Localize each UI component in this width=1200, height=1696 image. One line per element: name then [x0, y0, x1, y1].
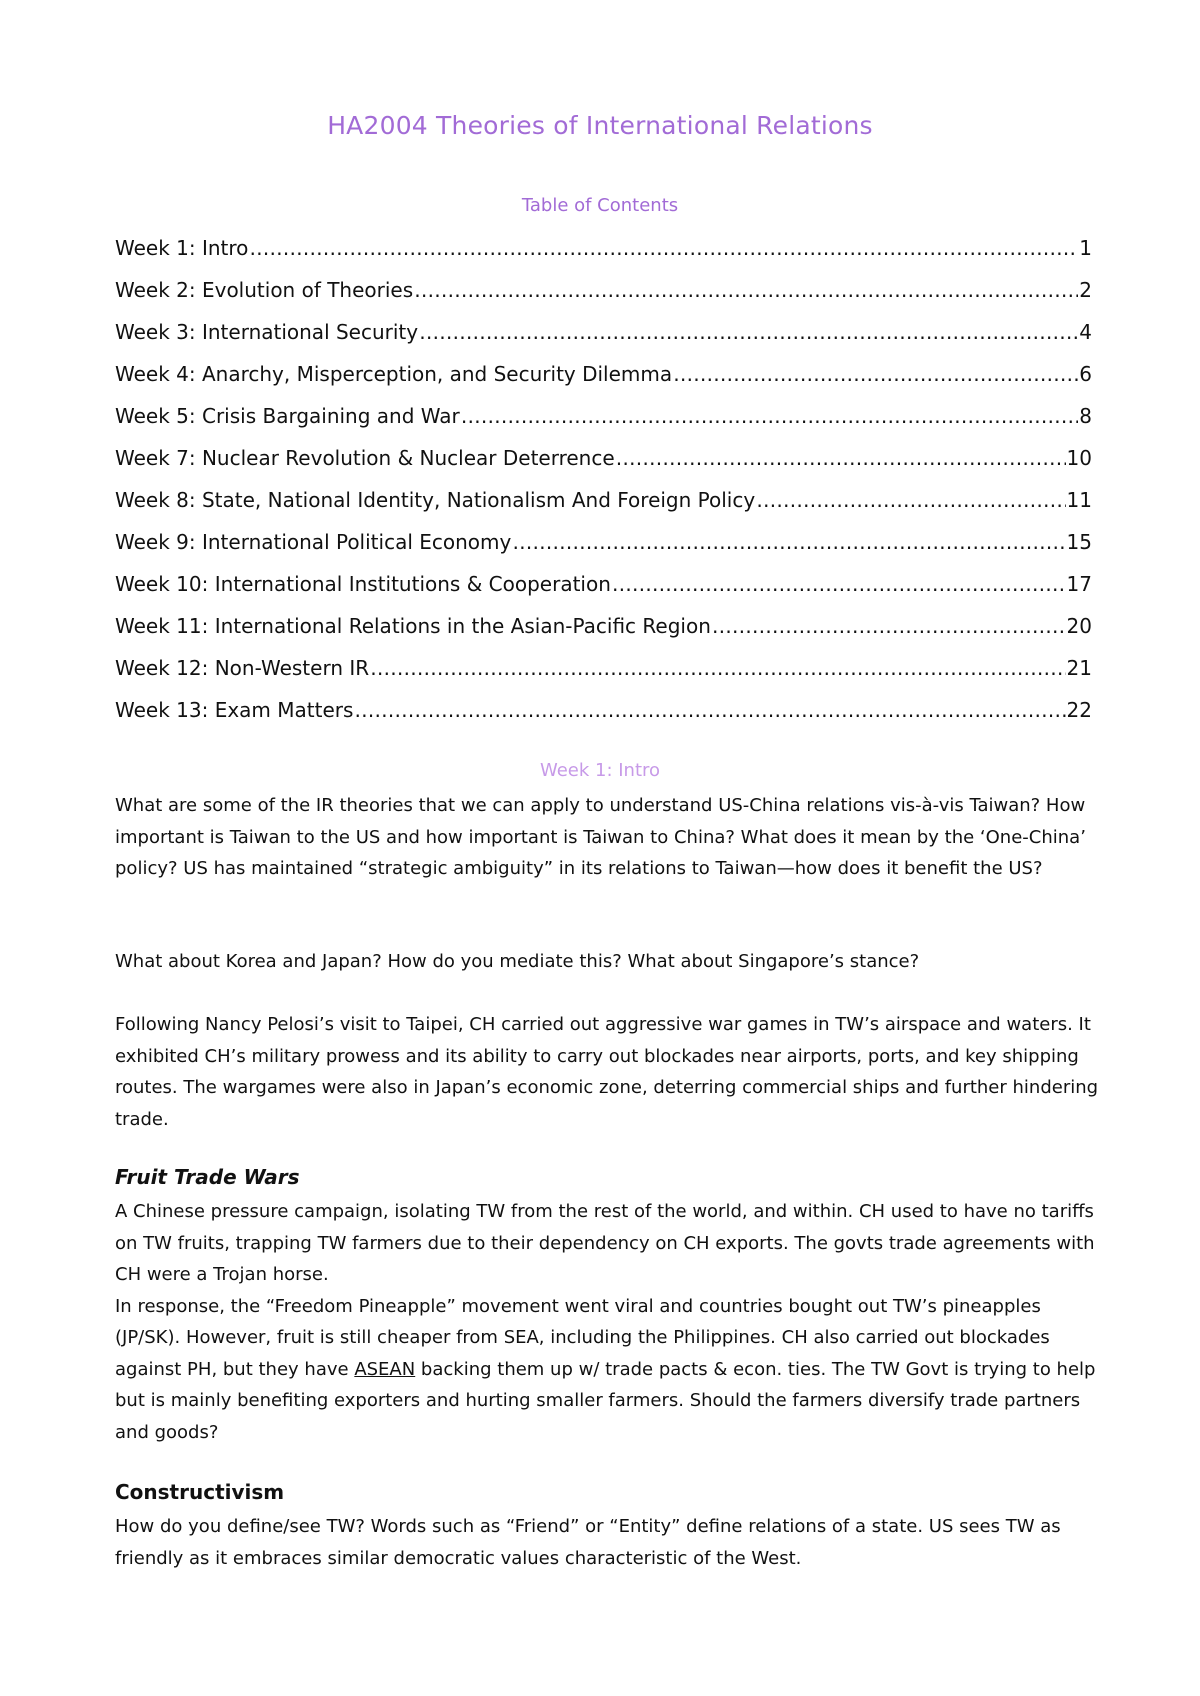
- toc-entry-page: 6: [1079, 362, 1092, 386]
- toc-entry[interactable]: [115, 362, 1092, 404]
- fruit-trade-section: [115, 1196, 1100, 1448]
- toc-entry-page: 21: [1066, 656, 1092, 680]
- toc-entry-page: 11: [1066, 488, 1092, 512]
- paragraph-constructivism: How do you define/see TW? Words such as “Friend” or “Entity” define relations of a state. US sees TW as friendly as it embraces similar democratic values characteristic of the West.: [115, 1516, 1061, 1569]
- paragraph-intro-questions: What are some of the IR theories that we can apply to understand US-China relations vis-à-vis Taiwan? How important is Taiwan to the US and how important is Taiwan to China? What does it mean by the ‘One-China’ policy? US has maintained “strategic ambiguity” in its relations to Taiwan—how does it benefit the US?: [115, 795, 1086, 879]
- paragraph-pelosi-visit: Following Nancy Pelosi’s visit to Taipei, CH carried out aggressive war games in TW’s airspace and waters. It exhibited CH’s military prowess and its ability to carry out blockades near airports, ports, and key shipping routes. The wargames were also in Japan’s economic zone, deterring commercial ships and further hindering trade.: [115, 1014, 1099, 1130]
- document-title: HA2004 Theories of International Relations: [327, 111, 873, 140]
- toc-entry-page: 1: [1079, 236, 1092, 260]
- toc-entry-label: Week 11: International Relations in the Asian-Pacific Region: [115, 614, 711, 638]
- toc-entry-label: Week 13: Exam Matters: [115, 698, 354, 722]
- toc-entry[interactable]: [115, 656, 1092, 698]
- toc-entry[interactable]: [115, 446, 1092, 488]
- toc-heading: Table of Contents: [521, 195, 679, 216]
- toc-entry[interactable]: [115, 530, 1092, 572]
- table-of-contents: [115, 236, 1092, 740]
- toc-entry[interactable]: [115, 488, 1092, 530]
- toc-entry-page: 8: [1079, 404, 1092, 428]
- heading-fruit-trade-wars: Fruit Trade Wars: [115, 1165, 300, 1189]
- toc-entry-label: Week 10: International Institutions & Cooperation: [115, 572, 611, 596]
- toc-entry[interactable]: [115, 614, 1092, 656]
- toc-entry-page: 17: [1066, 572, 1092, 596]
- fruit-para-text-b: backing them up w/ trade pacts & econ. ties. The TW Govt is trying to help but is mainly benefiting exporters and hurting smaller farmers. Should the farmers diversify trade partners and goods?: [115, 1358, 1096, 1443]
- toc-leader-dots: [612, 572, 1066, 596]
- toc-leader-dots: [370, 656, 1065, 680]
- toc-entry-page: 22: [1066, 698, 1092, 722]
- toc-entry-label: Week 5: Crisis Bargaining and War: [115, 404, 460, 428]
- toc-entry-label: Week 4: Anarchy, Misperception, and Security Dilemma: [115, 362, 673, 386]
- toc-entry-label: Week 8: State, National Identity, Nationalism And Foreign Policy: [115, 488, 756, 512]
- toc-leader-dots: [461, 404, 1079, 428]
- paragraph-freedom-pineapple: [115, 1291, 1100, 1449]
- toc-entry-page: 4: [1079, 320, 1092, 344]
- fruit-para-text-a: In response, the “Freedom Pineapple” movement went viral and countries bought out TW’s pineapples (JP/SK). However, fruit is still cheaper from SEA, including the Philippines. CH also carried out blockades against PH, but they have: [115, 1295, 1050, 1380]
- heading-constructivism: Constructivism: [115, 1480, 285, 1504]
- toc-entry-page: 10: [1066, 446, 1092, 470]
- toc-leader-dots: [354, 698, 1065, 722]
- paragraph-fruit-pressure: A Chinese pressure campaign, isolating TW from the rest of the world, and within. CH used to have no tariffs on TW fruits, trapping TW farmers due to their dependency on CH exports. The govts trade agreements with CH were a Trojan horse.: [115, 1201, 1095, 1285]
- toc-entry-label: Week 1: Intro: [115, 236, 249, 260]
- toc-leader-dots: [712, 614, 1066, 638]
- toc-entry-label: Week 2: Evolution of Theories: [115, 278, 414, 302]
- toc-leader-dots: [756, 488, 1065, 512]
- toc-entry[interactable]: [115, 236, 1092, 278]
- toc-leader-dots: [419, 320, 1078, 344]
- paragraph-korea-japan: What about Korea and Japan? How do you mediate this? What about Singapore’s stance?: [115, 951, 920, 972]
- toc-leader-dots: [249, 236, 1078, 260]
- toc-entry-page: 2: [1079, 278, 1092, 302]
- section-heading-week1: Week 1: Intro: [539, 760, 661, 781]
- toc-entry-label: Week 7: Nuclear Revolution & Nuclear Deterrence: [115, 446, 615, 470]
- toc-entry[interactable]: [115, 572, 1092, 614]
- toc-leader-dots: [414, 278, 1078, 302]
- toc-leader-dots: [512, 530, 1065, 554]
- toc-entry-page: 15: [1066, 530, 1092, 554]
- toc-entry[interactable]: [115, 404, 1092, 446]
- toc-leader-dots: [673, 362, 1078, 386]
- toc-entry-label: Week 3: International Security: [115, 320, 419, 344]
- toc-entry[interactable]: [115, 278, 1092, 320]
- toc-entry-page: 20: [1066, 614, 1092, 638]
- asean-link[interactable]: ASEAN: [354, 1358, 416, 1380]
- toc-leader-dots: [616, 446, 1066, 470]
- toc-entry[interactable]: [115, 320, 1092, 362]
- toc-entry[interactable]: [115, 698, 1092, 740]
- toc-entry-label: Week 9: International Political Economy: [115, 530, 512, 554]
- toc-entry-label: Week 12: Non-Western IR: [115, 656, 370, 680]
